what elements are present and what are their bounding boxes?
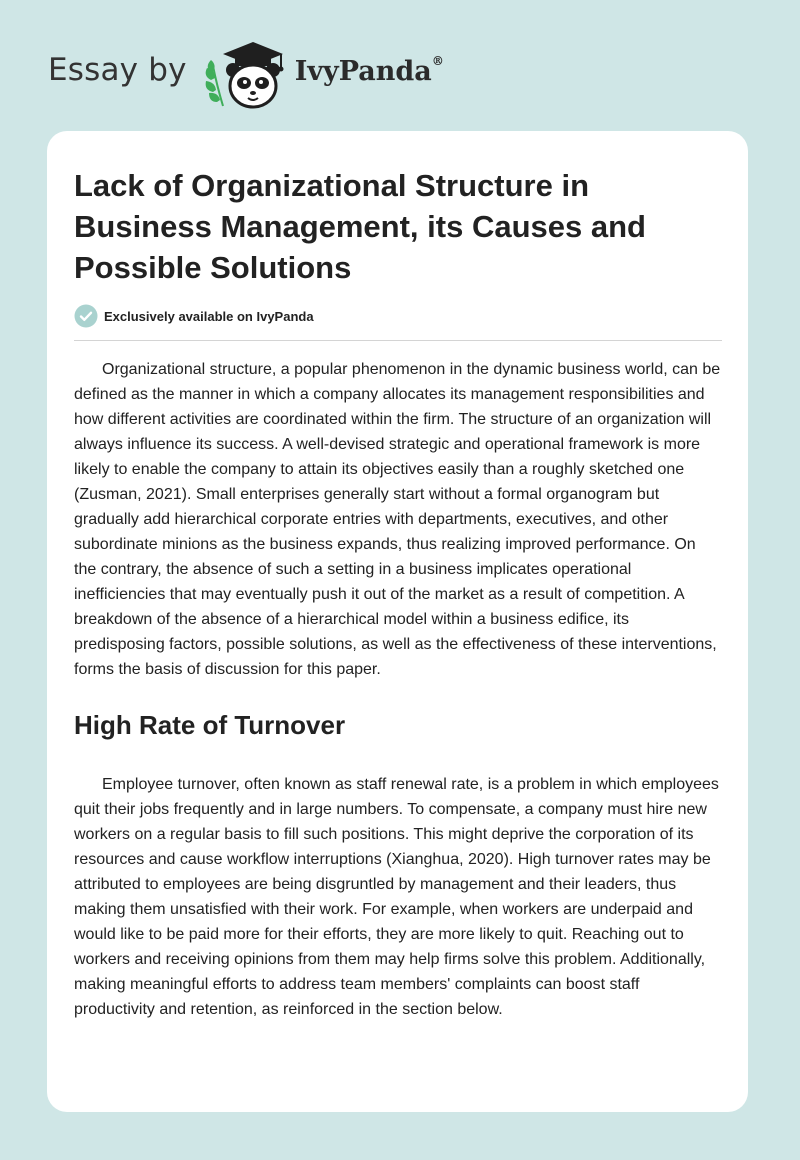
check-circle-icon [74,304,98,328]
title-divider [74,340,722,341]
exclusive-badge [74,302,722,330]
intro-paragraph: Organizational structure, a popular phenomenon in the dynamic business world, can be defined as the manner in which a company allocates its management responsibilities and how different activities are coordinated within the firm. The structure of an organization will always influence its success. A well-devised strategic and operational framework is more likely to enable the company to attain its objectives easily than a roughly sketched one (Zusman, 2021). Small enterprises generally start without a formal organogram but gradually add hierarchical corporate entries with departments, executives, and other subordinate minions as the business expands, thus realizing improved performance. On the contrary, the absence of such a setting in a business implicates operational inefficiencies that may eventually push it out of the market as a result of competition. A breakdown of the absence of a hierarchical model within a business edifice, its predisposing factors, possible solutions, as well as the effectiveness of these interventions, forms the basis of discussion for this paper. [74,361,721,678]
trademark-symbol: ® [431,53,444,68]
panda-logo-icon [201,36,293,112]
brand-header[interactable] [48,34,444,114]
brand-name: IvyPanda® [294,53,444,87]
essay-content [74,165,722,1022]
essay-card [47,131,748,1112]
section-heading: High Rate of Turnover [74,710,346,740]
exclusive-label: Exclusively available on IvyPanda [104,308,314,324]
section-paragraph: Employee turnover, often known as staff renewal rate, is a problem in which employees quit their jobs frequently and in large numbers. To compensate, a company must hire new workers on a regular basis to fill such positions. This might deprive the corporation of its resources and cause workflow interruptions (Xianghua, 2020). High turnover rates may be attributed to employees are being disgruntled by management and their leaders, thus making them unsatisfied with their work. For example, when workers are underpaid and would like to be paid more for their efforts, they are more likely to quit. Reaching out to workers and receiving opinions from them may help firms solve this problem. Additionally, making meaningful efforts to address team members' complaints can boost staff productivity and retention, as reinforced in the section below. [74,776,719,1018]
essay-title: Lack of Organizational Structure in Business Management, its Causes and Possible Solutions [74,168,646,285]
brand-prefix: Essay by [48,52,187,88]
